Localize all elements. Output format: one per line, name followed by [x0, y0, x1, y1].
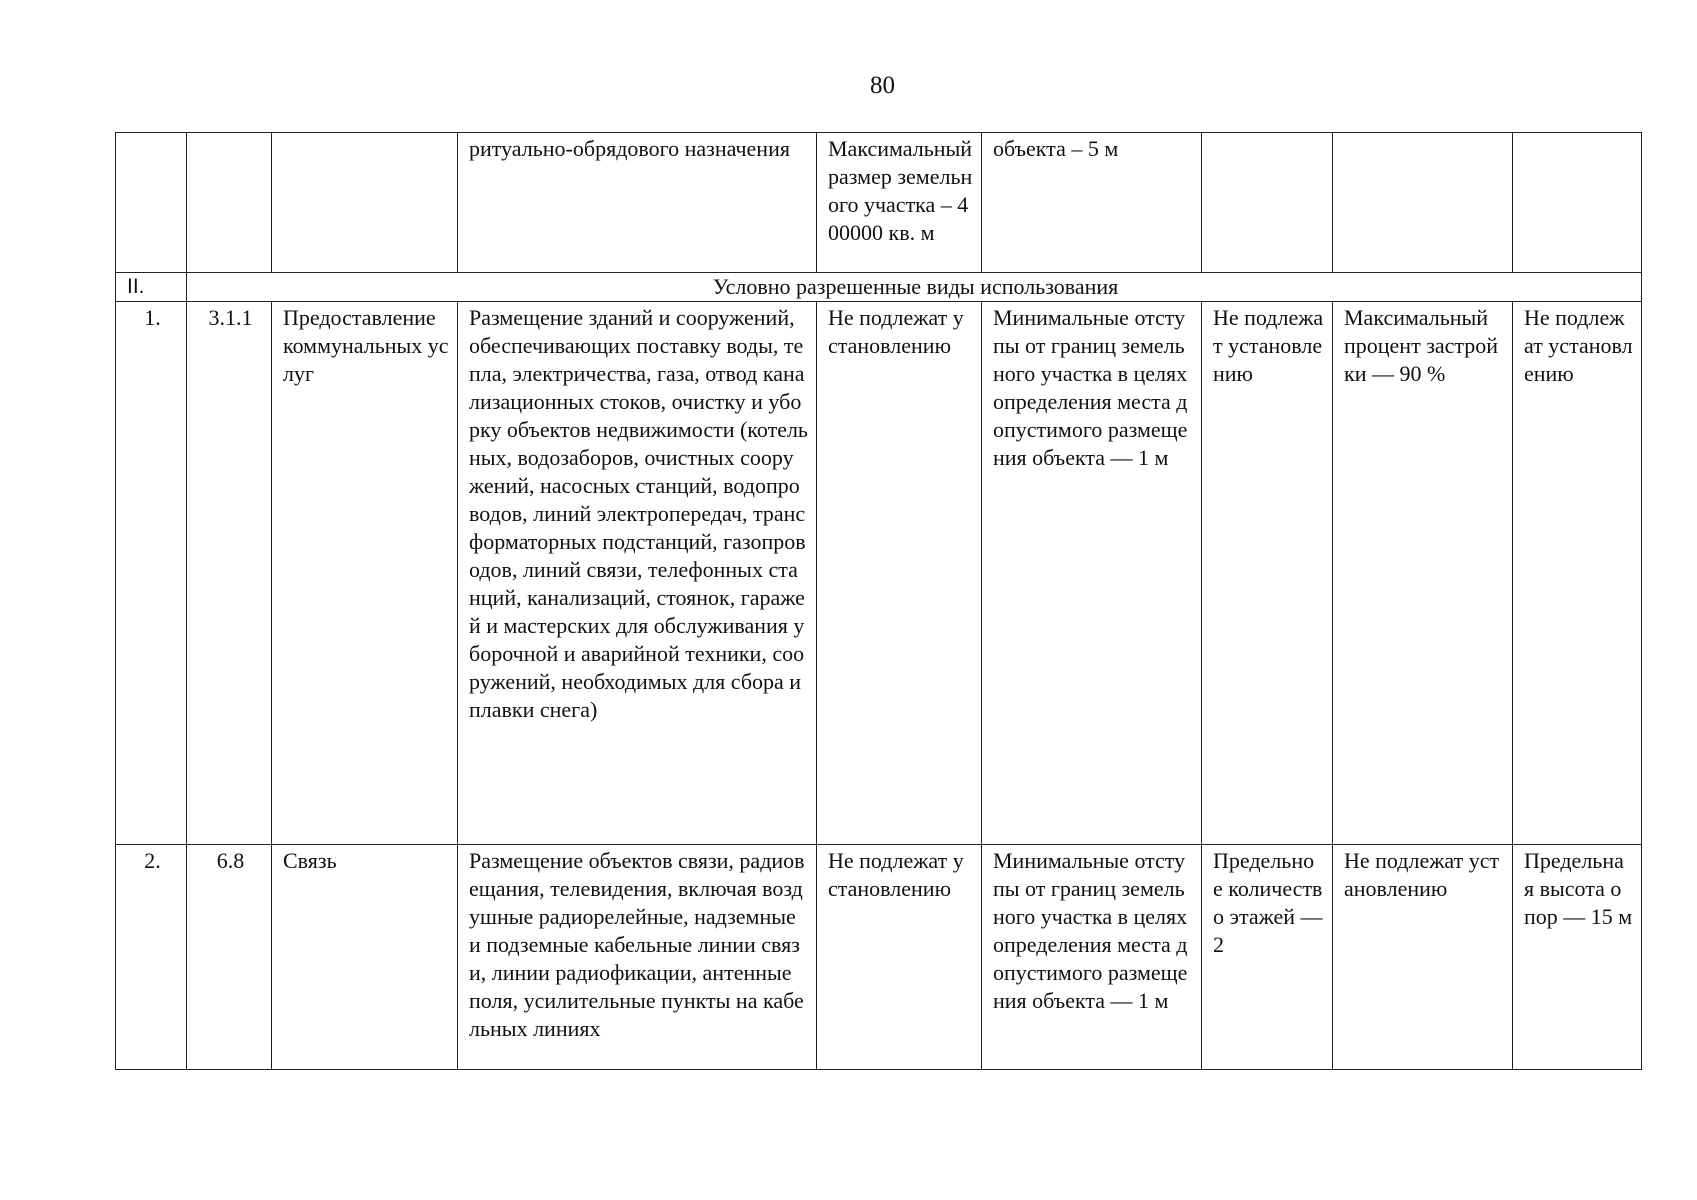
- section-title: Условно разрешенные виды использования: [187, 273, 1642, 302]
- cell-plot-size: Максимальный размер земельного участка – 400000 кв. м: [817, 133, 982, 273]
- cell-height: Предельная высота опор — 15 м: [1513, 845, 1642, 1070]
- table-row: [116, 302, 1642, 845]
- cell-height: [1513, 133, 1642, 273]
- cell-floors: Не подлежат установлению: [1202, 302, 1333, 845]
- cell-description: Размещение зданий и сооружений, обеспечивающих поставку воды, тепла, электричества, газа, отвод канализационных стоков, очистку и уборку объектов недвижимости (котельных, водозаборов, очистных сооружений, насосных станций, водопроводов, линий электропередач, трансформаторных подстанций, газопроводов, линий связи, телефонных станций, канализаций, стоянок, гаражей и мастерских для обслуживания уборочной и аварийной техники, сооружений, необходимых для сбора и плавки снега): [458, 302, 817, 845]
- cell-setbacks: Минимальные отступы от границ земельного участка в целях определения места допустимого размещения объекта — 1 м: [982, 302, 1202, 845]
- table-row: [116, 845, 1642, 1070]
- table-section-row: [116, 273, 1642, 302]
- zoning-table: [115, 132, 1642, 1070]
- cell-name: Связь: [272, 845, 458, 1070]
- cell-num: 1.: [116, 302, 187, 845]
- cell-plot-size: Не подлежат установлению: [817, 302, 982, 845]
- cell-num: [116, 133, 187, 273]
- cell-name: Предоставление коммунальных услуг: [272, 302, 458, 845]
- cell-code: 6.8: [187, 845, 272, 1070]
- cell-coverage: Максимальный процент застройки — 90 %: [1333, 302, 1513, 845]
- cell-floors: Предельное количество этажей — 2: [1202, 845, 1333, 1070]
- cell-name: [272, 133, 458, 273]
- cell-coverage: Не подлежат установлению: [1333, 845, 1513, 1070]
- cell-plot-size: Не подлежат установлению: [817, 845, 982, 1070]
- cell-coverage: [1333, 133, 1513, 273]
- cell-num: 2.: [116, 845, 187, 1070]
- page-number: 80: [870, 72, 895, 99]
- cell-description: ритуально-обрядового назначения: [458, 133, 817, 273]
- section-number: II.: [116, 273, 187, 302]
- table-row-continuation: [116, 133, 1642, 273]
- cell-height: Не подлежат установлению: [1513, 302, 1642, 845]
- cell-code: 3.1.1: [187, 302, 272, 845]
- cell-floors: [1202, 133, 1333, 273]
- cell-description: Размещение объектов связи, радиовещания, телевидения, включая воздушные радиорелейные, надземные и подземные кабельные линии связи, линии радиофикации, антенные поля, усилительные пункты на кабельных линиях: [458, 845, 817, 1070]
- cell-setbacks: Минимальные отступы от границ земельного участка в целях определения места допустимого размещения объекта — 1 м: [982, 845, 1202, 1070]
- cell-code: [187, 133, 272, 273]
- cell-setbacks: объекта – 5 м: [982, 133, 1202, 273]
